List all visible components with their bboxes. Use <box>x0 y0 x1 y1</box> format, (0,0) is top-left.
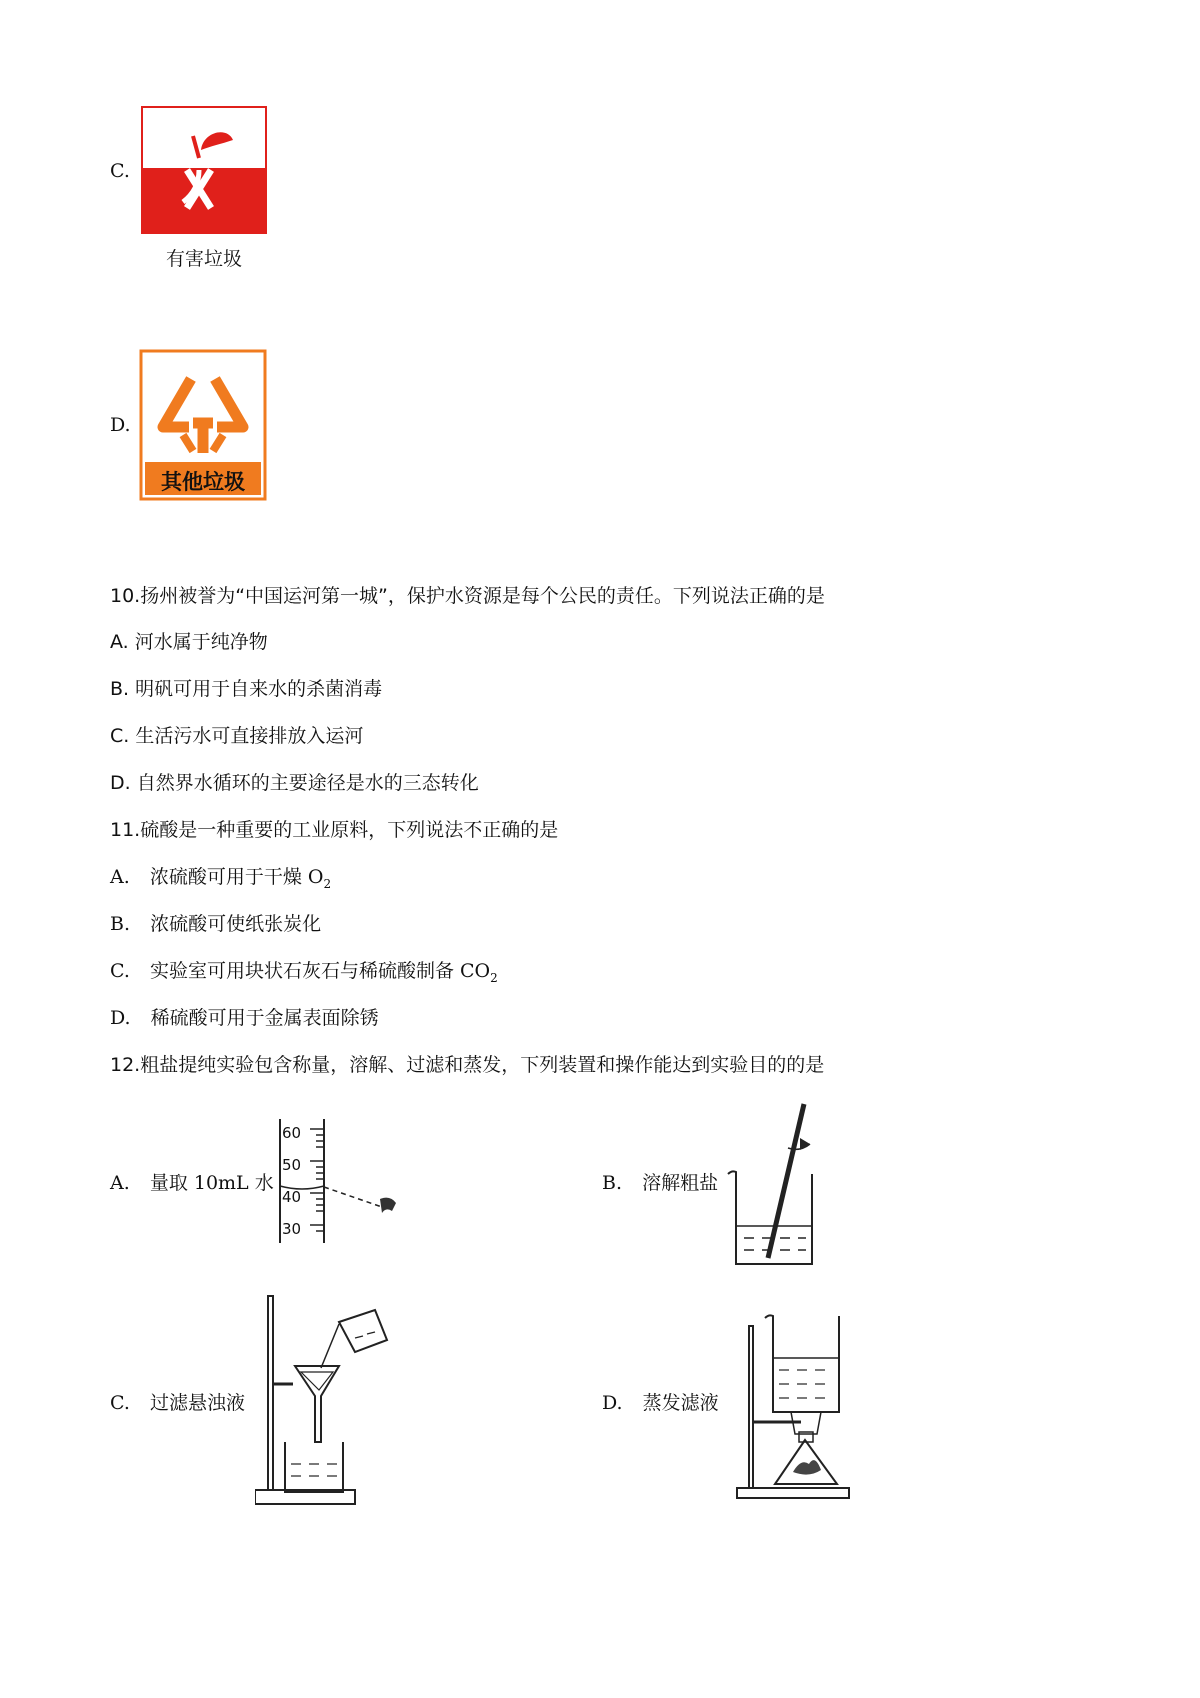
hazardous-waste-caption: 有害垃圾 <box>165 248 242 270</box>
q12-option-c-text: 过滤悬浊液 <box>149 1392 245 1414</box>
option-c-label: C. <box>110 160 130 182</box>
q12-option-c-prefix: C. <box>110 1392 130 1414</box>
q12-option-d-prefix: D. <box>602 1392 623 1414</box>
q12-option-a-prefix: A. <box>110 1172 130 1194</box>
q11-option-c-prefix: C. <box>110 960 130 982</box>
other-waste-sign <box>139 349 267 501</box>
q11-option-d-text: 稀硫酸可用于金属表面除锈 <box>150 1007 379 1029</box>
cylinder-tick-label: 30 <box>282 1220 302 1238</box>
q11-option-a-sub: 2 <box>323 876 332 891</box>
q12-option-a <box>110 1168 274 1195</box>
q11-option-b <box>110 909 321 936</box>
q11-option-a-text: 浓硫酸可用于干燥 O <box>149 866 324 888</box>
q10-option-c: C. 生活污水可直接排放入运河 <box>110 725 364 747</box>
q12-option-b <box>602 1168 718 1195</box>
q11-stem: 11.硫酸是一种重要的工业原料，下列说法不正确的是 <box>110 819 559 841</box>
cylinder-tick-label: 60 <box>282 1124 302 1142</box>
q12-stem: 12.粗盐提纯实验包含称量，溶解、过滤和蒸发，下列装置和操作能达到实验目的的是 <box>110 1054 825 1076</box>
q12-option-c <box>110 1388 245 1415</box>
graduated-cylinder-figure <box>270 1115 420 1245</box>
q11-option-c-text: 实验室可用块状石灰石与稀硫酸制备 CO <box>149 960 491 982</box>
q12-option-b-prefix: B. <box>602 1172 623 1194</box>
q11-option-b-prefix: B. <box>110 913 131 935</box>
q10-option-b: B. 明矾可用于自来水的杀菌消毒 <box>110 678 383 700</box>
q10-option-a: A. 河水属于纯净物 <box>110 631 268 653</box>
q11-option-d <box>110 1003 379 1030</box>
filtration-apparatus-icon <box>255 1292 395 1508</box>
hazardous-waste-sign <box>141 106 267 270</box>
q12-option-d <box>602 1388 719 1415</box>
beaker-stirring-icon <box>722 1100 822 1270</box>
q12-option-b-text: 溶解粗盐 <box>642 1172 719 1194</box>
cylinder-tick-label: 40 <box>282 1188 302 1206</box>
option-d-label: D. <box>110 414 131 436</box>
q11-option-b-text: 浓硫酸可使纸张炭化 <box>150 913 322 935</box>
q10-option-d: D. 自然界水循环的主要途径是水的三态转化 <box>110 772 479 794</box>
q11-option-a <box>110 862 331 891</box>
q11-option-a-prefix: A. <box>110 866 130 888</box>
cylinder-tick-label: 50 <box>282 1156 302 1174</box>
cylinder-scale <box>282 1117 301 1245</box>
q11-option-c <box>110 956 498 985</box>
evaporation-apparatus-icon <box>735 1312 855 1502</box>
hazardous-waste-icon <box>141 106 267 236</box>
q12-option-a-text: 量取 10mL 水 <box>149 1172 274 1194</box>
q12-option-d-text: 蒸发滤液 <box>642 1392 719 1414</box>
q11-option-d-prefix: D. <box>110 1007 131 1029</box>
q11-option-c-sub: 2 <box>490 970 498 985</box>
q10-stem: 10.扬州被誉为“中国运河第一城”，保护水资源是每个公民的责任。下列说法正确的是 <box>110 585 825 607</box>
other-waste-caption: 其他垃圾 <box>161 470 245 494</box>
